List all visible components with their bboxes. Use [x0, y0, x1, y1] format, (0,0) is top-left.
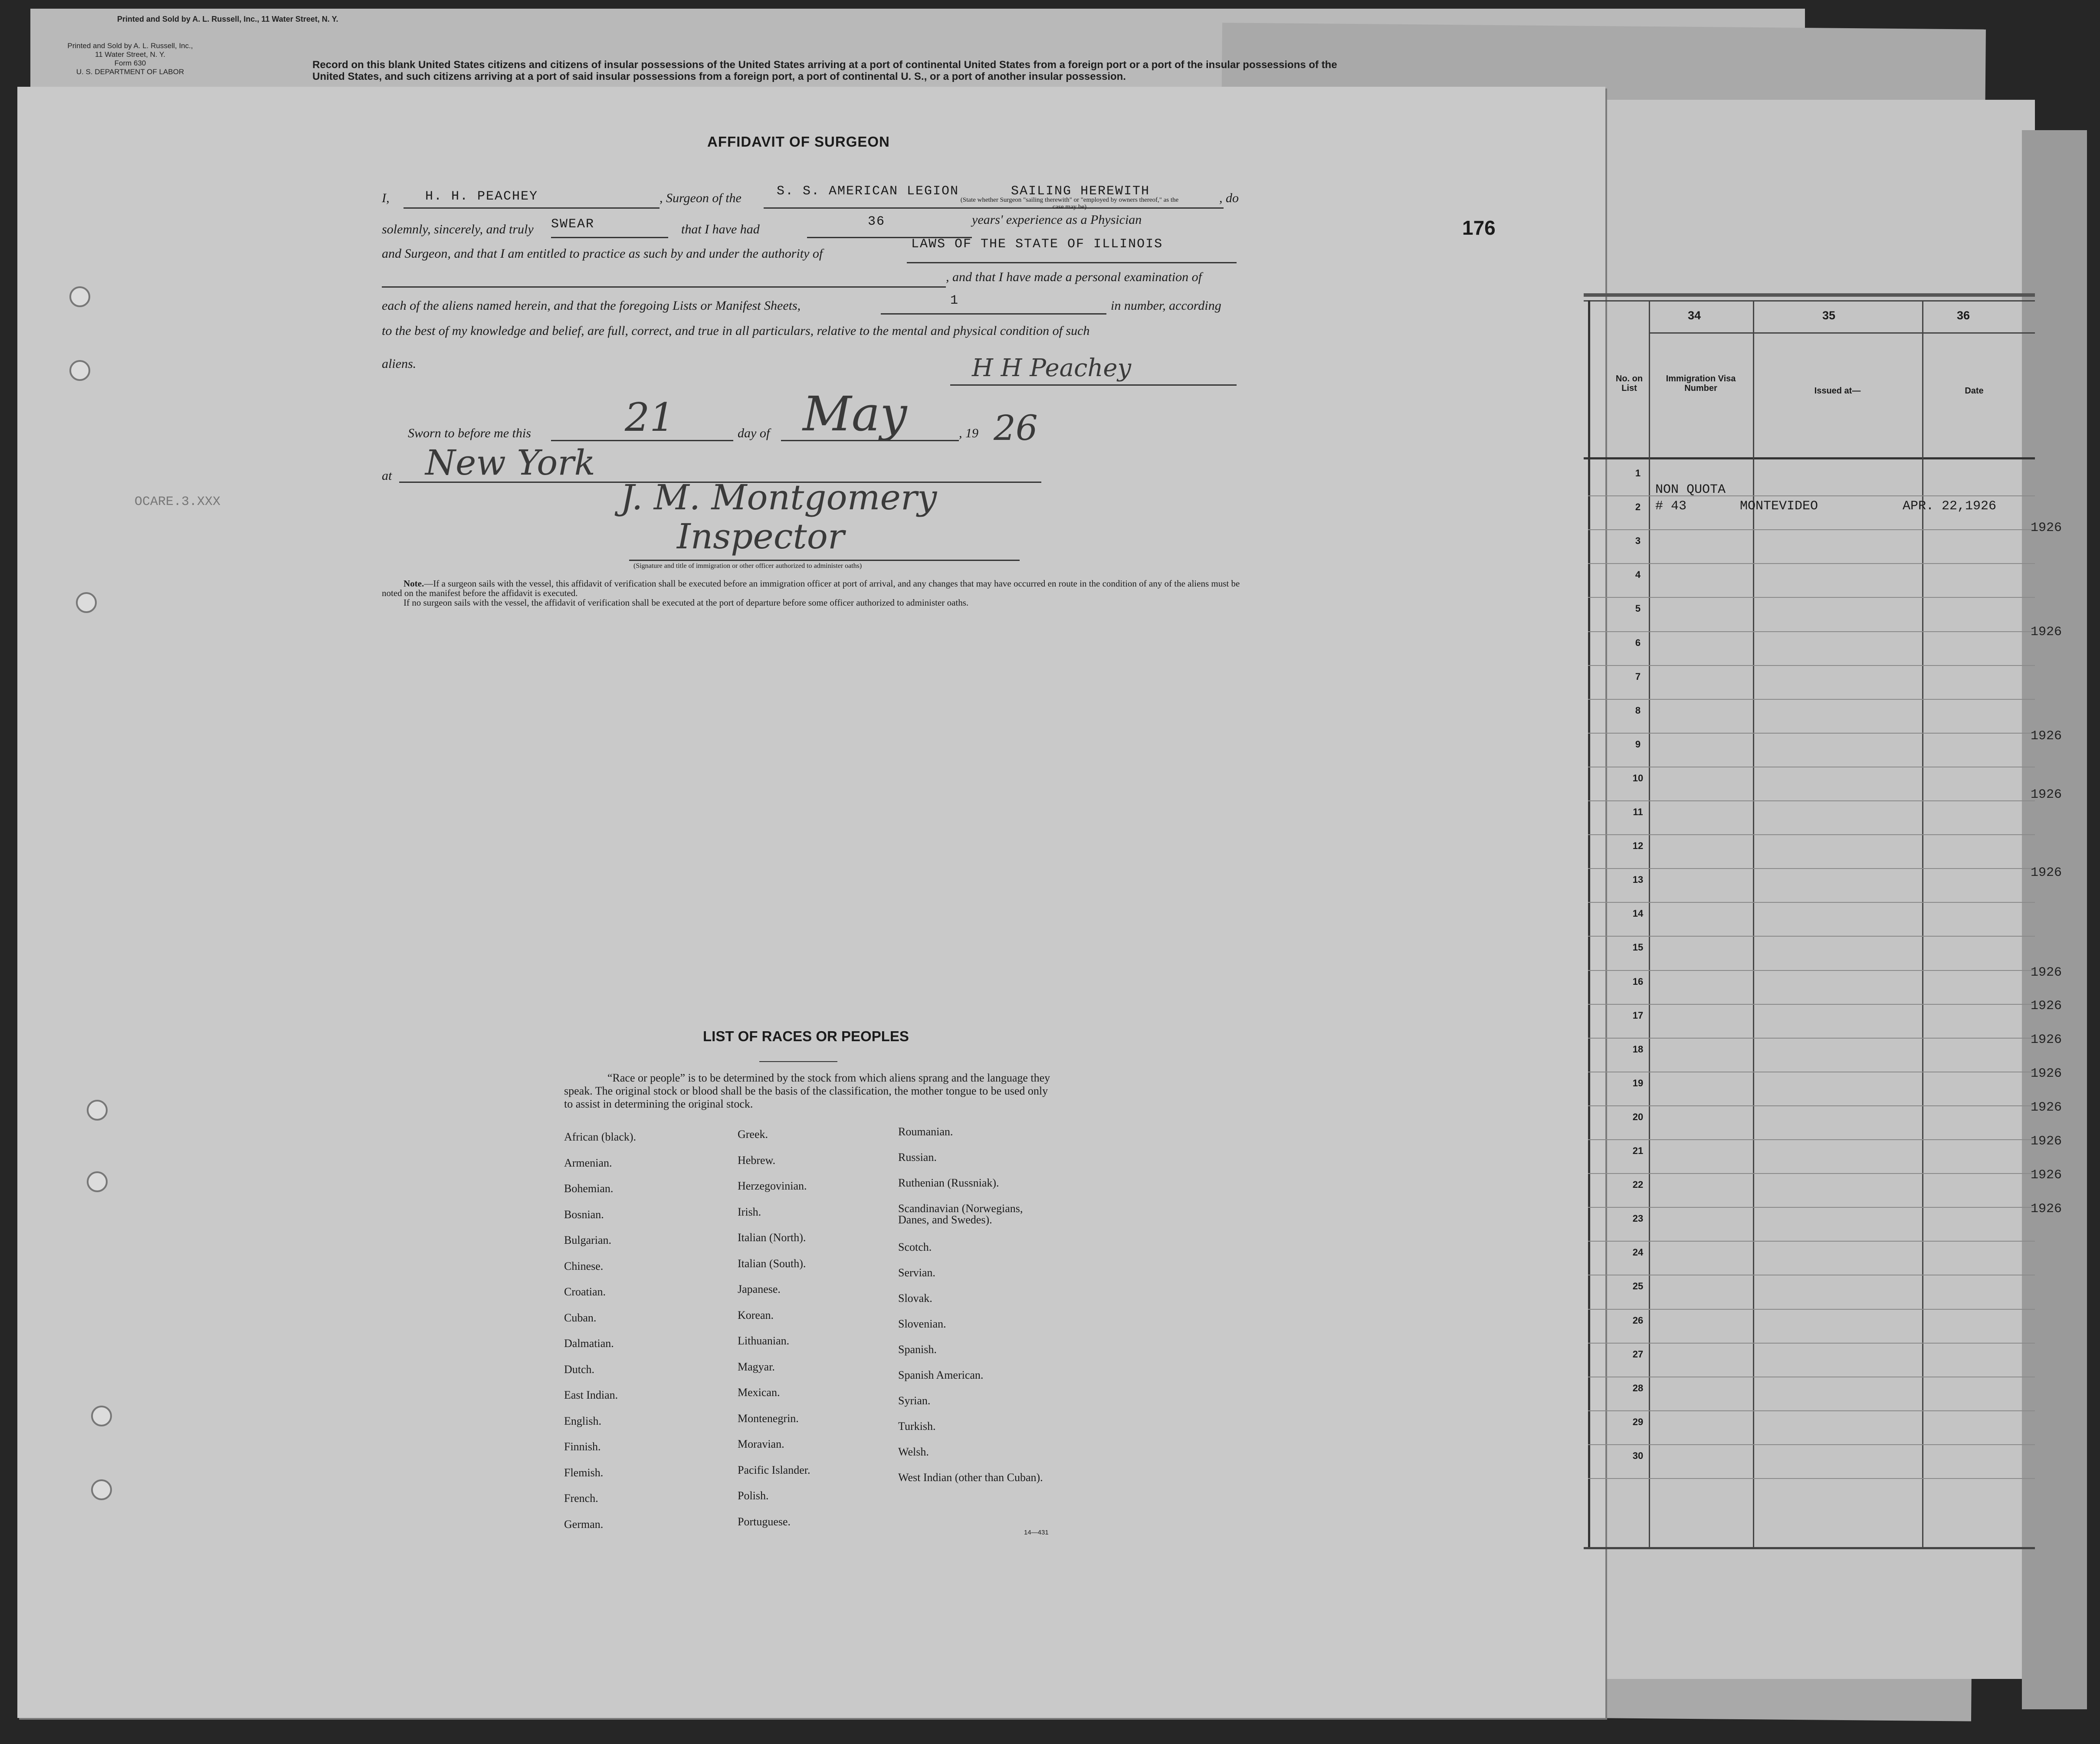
row-number: 12 [1632, 840, 1644, 852]
col-divider-issued [1922, 300, 1923, 1547]
officer-signature: J. M. Montgomery [620, 477, 937, 518]
row-number: 28 [1632, 1382, 1644, 1393]
affidavit-title: AFFIDAVIT OF SURGEON [707, 134, 890, 150]
top-form-instructions: Record on this blank United States citizens and citizens of insular possessions of the United States arriving at a port of continental United States from a foreign port or a port of the insular possessions of the United States, and such citizens arriving at a port of said insular possessions from a foreign port, a port of continental U. S., or a port of another insular possession. [312, 59, 1337, 82]
race-item: Welsh. [898, 1446, 929, 1458]
visa-number-line1: NON QUOTA [1655, 482, 1726, 497]
sailing-note: (State whether Surgeon "sailing therewith" or "employed by owners thereof," as the case may be) [960, 197, 1179, 210]
col-number-36: 36 [1957, 309, 1970, 322]
edge-date-fragment: 1926 [2031, 965, 2062, 980]
table-row-rule [1588, 665, 2035, 666]
sheets-field: 1 [950, 293, 959, 308]
edge-date-fragment: 1926 [2031, 1100, 2062, 1115]
punch-hole [69, 286, 90, 307]
edge-date-fragment: 1926 [2031, 1168, 2062, 1183]
race-item: French. [564, 1492, 598, 1505]
note-text: —If a surgeon sails with the vessel, this affidavit of verification shall be executed before an immigration officer at port of arrival, and any changes that may have occurred en route in the condition of any of the aliens must be noted on the manifest before the affidavit is executed. [382, 578, 1240, 598]
race-item: Scotch. [898, 1241, 932, 1253]
printer-line: Printed and Sold by A. L. Russell, Inc., 11 Water Street, N. Y. [117, 15, 338, 23]
race-item: Korean. [738, 1308, 774, 1321]
table-row-rule [1588, 1343, 2035, 1344]
header-top-rule [1584, 300, 2035, 302]
race-item: Hebrew. [738, 1154, 776, 1167]
row-number: 26 [1632, 1315, 1644, 1326]
race-item: Cuban. [564, 1311, 597, 1324]
race-item: Syrian. [898, 1394, 931, 1407]
punch-hole [76, 592, 97, 613]
sailing-field: SAILING HEREWITH [1011, 184, 1150, 199]
printer-block-line: U. S. DEPARTMENT OF LABOR [76, 68, 184, 76]
punch-hole [87, 1171, 108, 1192]
authority-field: LAWS OF THE STATE OF ILLINOIS [911, 237, 1163, 252]
text-i: I, [382, 191, 390, 205]
race-item: Lithuanian. [738, 1334, 790, 1347]
row-number: 19 [1632, 1077, 1644, 1088]
note-label: Note. [404, 578, 424, 589]
vessel-field: S. S. AMERICAN LEGION [777, 184, 959, 199]
table-row-rule [1588, 631, 2035, 632]
underline [881, 313, 1106, 315]
table-row-rule [1588, 1444, 2035, 1445]
edge-date-fragment: 1926 [2031, 625, 2062, 639]
table-row-rule [1588, 868, 2035, 869]
race-item: German. [564, 1518, 604, 1531]
table-row-rule [1588, 902, 2035, 903]
years-field: 36 [868, 214, 886, 229]
text-at: at [382, 469, 392, 483]
race-item: Croatian. [564, 1285, 606, 1298]
text-examination: , and that I have made a personal examination of [946, 270, 1202, 284]
race-item: Herzegovinian. [738, 1180, 807, 1192]
underline [950, 384, 1237, 386]
edge-date-fragment: 1926 [2031, 999, 2062, 1013]
races-intro: “Race or people” is to be determined by the stock from which aliens sprang and the language they speak. The original stock or blood shall be the basis of the classification, the mother tongue to be used only to assist in determining the original stock. [564, 1072, 1050, 1110]
race-item: Magyar. [738, 1360, 775, 1373]
table-row-rule [1588, 597, 2035, 598]
races-title: LIST OF RACES OR PEOPLES [703, 1028, 909, 1044]
underline [551, 237, 668, 238]
printer-block-line: Form 630 [114, 59, 146, 67]
text-19: , 19 [959, 426, 978, 440]
affidavit-note [382, 579, 1245, 607]
col-number-34: 34 [1688, 309, 1701, 322]
text-do: , do [1219, 191, 1239, 205]
oath-field: SWEAR [551, 217, 595, 232]
printer-block [65, 42, 195, 76]
text-aliens: aliens. [382, 357, 417, 371]
race-item: Italian (South). [738, 1257, 806, 1270]
date-value: APR. 22,1926 [1903, 499, 1997, 514]
race-item: Moravian. [738, 1438, 784, 1450]
punch-hole [69, 360, 90, 381]
row-number: 7 [1635, 671, 1641, 682]
race-item: Roumanian. [898, 1125, 953, 1138]
table-row-rule [1588, 1478, 2035, 1479]
page-number: 176 [1462, 216, 1496, 239]
row-number: 24 [1632, 1247, 1644, 1258]
race-item: Dutch. [564, 1363, 595, 1376]
row-number: 13 [1632, 874, 1644, 885]
punch-hole [87, 1100, 108, 1121]
underline [629, 560, 1020, 561]
officer-title: Inspector [677, 516, 845, 557]
edge-date-fragment: 1926 [2031, 865, 2062, 880]
race-item: Chinese. [564, 1259, 604, 1272]
text-best: to the best of my knowledge and belief, are full, correct, and true in all particulars, relative to the mental and physical condition of such [382, 324, 1090, 338]
table-row-rule [1588, 1241, 2035, 1242]
race-item: Irish. [738, 1205, 761, 1218]
row-number: 25 [1632, 1281, 1644, 1292]
text-that: that I have had [681, 222, 760, 236]
manifest-continuation-sheet [1562, 100, 2035, 1679]
row-number: 15 [1632, 942, 1644, 953]
race-item: Flemish. [564, 1466, 604, 1479]
race-item: Bosnian. [564, 1208, 604, 1221]
issued-at-value: MONTEVIDEO [1740, 499, 1818, 514]
race-item: Greek. [738, 1128, 768, 1141]
table-row-rule [1588, 529, 2035, 530]
row-number: 5 [1635, 603, 1641, 614]
text-surgeon-of: , Surgeon of the [660, 191, 742, 205]
table-row-rule [1588, 1173, 2035, 1174]
table-row-rule [1588, 699, 2035, 700]
header-issued-at: Issued at— [1814, 386, 1861, 396]
punch-hole [91, 1406, 112, 1426]
races-form-code: 14—431 [1024, 1529, 1049, 1536]
race-item: Italian (North). [738, 1231, 806, 1244]
edge-date-fragment: 1926 [2031, 1202, 2062, 1216]
race-item: Bohemian. [564, 1182, 614, 1195]
edge-sheet-strip [2022, 130, 2087, 1709]
race-item: Polish. [738, 1489, 769, 1502]
race-item: Bulgarian. [564, 1234, 612, 1246]
header-date: Date [1965, 386, 1984, 396]
faint-background-text: OCARE.3.XXX [135, 495, 221, 509]
edge-date-fragment: 1926 [2031, 1033, 2062, 1047]
underline [382, 286, 946, 288]
header-visa-number: Immigration Visa Number [1666, 374, 1736, 393]
row-number: 20 [1632, 1111, 1644, 1122]
row-number: 16 [1632, 976, 1644, 987]
row-number: 10 [1632, 772, 1644, 783]
row-number: 11 [1633, 806, 1643, 817]
row-number: 30 [1632, 1450, 1644, 1461]
race-item: Slovak. [898, 1292, 932, 1305]
race-item: Scandinavian (Norwegians, Danes, and Swedes). [898, 1202, 1023, 1226]
row-number: 21 [1632, 1145, 1644, 1156]
header-bottom-rule [1584, 457, 2035, 459]
race-item: Dalmatian. [564, 1337, 614, 1350]
race-item: Slovenian. [898, 1318, 946, 1330]
table-row-rule [1588, 936, 2035, 937]
row-number: 9 [1635, 738, 1641, 750]
table-row-rule [1588, 1309, 2035, 1310]
row-number: 23 [1632, 1213, 1644, 1224]
table-row-rule [1588, 563, 2035, 564]
underline [907, 262, 1237, 263]
text-years: years' experience as a Physician [972, 213, 1142, 227]
text-day-of: day of [738, 426, 770, 440]
race-item: Spanish American. [898, 1369, 984, 1381]
edge-date-fragment: 1926 [2031, 729, 2062, 744]
col-number-35: 35 [1822, 309, 1836, 322]
row-number: 14 [1632, 908, 1644, 919]
col-divider-visa [1753, 300, 1754, 1547]
table-row-rule [1588, 970, 2035, 971]
surgeon-name-field: H. H. PEACHEY [425, 189, 538, 204]
row-number: 6 [1635, 637, 1641, 648]
header-no-on-list: No. on List [1615, 374, 1643, 393]
printer-block-line: 11 Water Street, N. Y. [95, 50, 165, 59]
race-item: Finnish. [564, 1440, 601, 1453]
table-row-rule [1588, 1105, 2035, 1106]
text-sworn: Sworn to before me this [408, 426, 531, 440]
row-number: 29 [1632, 1416, 1644, 1427]
table-top-band [1584, 293, 2035, 297]
officer-caption: (Signature and title of immigration or other officer authorized to administer oaths) [633, 562, 862, 570]
row-number: 3 [1635, 535, 1641, 547]
visa-number-line2: # 43 [1655, 499, 1687, 514]
race-item: Montenegrin. [738, 1412, 799, 1425]
text-solemnly: solemnly, sincerely, and truly [382, 222, 534, 236]
table-row-rule [1588, 1410, 2035, 1411]
text-in-number: in number, according [1111, 298, 1221, 313]
edge-date-fragment: 1926 [2031, 1134, 2062, 1149]
race-item: Pacific Islander. [738, 1463, 810, 1476]
race-item: East Indian. [564, 1389, 618, 1401]
text-and-surgeon: and Surgeon, and that I am entitled to practice as such by and under the authority of [382, 246, 823, 261]
race-item: West Indian (other than Cuban). [898, 1471, 1043, 1484]
row-number: 17 [1632, 1010, 1644, 1021]
row-number: 2 [1635, 502, 1641, 513]
race-item: African (black). [564, 1131, 637, 1143]
row-number: 8 [1635, 705, 1641, 716]
race-item: Spanish. [898, 1343, 937, 1356]
race-item: Mexican. [738, 1386, 780, 1399]
printer-block-line: Printed and Sold by A. L. Russell, Inc., [67, 42, 193, 50]
table-row-rule [1588, 1207, 2035, 1208]
sworn-day: 21 [625, 395, 675, 440]
row-number: 22 [1632, 1179, 1644, 1190]
punch-hole [91, 1479, 112, 1500]
col-divider-list [1649, 300, 1650, 1547]
race-item: Ruthenian (Russniak). [898, 1177, 999, 1189]
table-row-rule [1588, 800, 2035, 801]
edge-date-fragment: 1926 [2031, 787, 2062, 802]
row-number: 1 [1635, 468, 1641, 479]
table-row-rule [1588, 733, 2035, 734]
row-number: 27 [1632, 1348, 1644, 1360]
sworn-month: May [803, 386, 907, 442]
edge-date-fragment: 1926 [2031, 1066, 2062, 1081]
table-row-rule [1588, 1139, 2035, 1140]
row-number: 4 [1635, 569, 1641, 580]
race-item: English. [564, 1414, 601, 1427]
table-row-rule [1588, 1038, 2035, 1039]
table-left-rule [1588, 300, 1590, 1547]
table-row-rule [1588, 834, 2035, 835]
note-text-2: If no surgeon sails with the vessel, the affidavit of verification shall be executed at the port of departure before some officer authorized to administer oaths. [404, 597, 969, 608]
underline [404, 207, 660, 209]
col-number-rule [1649, 332, 2035, 334]
table-row-rule [1588, 1004, 2035, 1005]
surgeon-signature: H H Peachey [972, 354, 1132, 382]
sworn-year: 26 [994, 408, 1038, 448]
row-number: 18 [1632, 1043, 1644, 1055]
races-title-rule [759, 1061, 837, 1062]
edge-date-fragment: 1926 [2031, 521, 2062, 535]
race-item: Servian. [898, 1266, 935, 1279]
race-item: Turkish. [898, 1420, 936, 1433]
sworn-place: New York [425, 443, 595, 483]
table-bottom-rule [1584, 1547, 2035, 1549]
race-item: Japanese. [738, 1283, 781, 1295]
race-item: Armenian. [564, 1156, 612, 1169]
text-each: each of the aliens named herein, and that the foregoing Lists or Manifest Sheets, [382, 298, 801, 313]
race-item: Russian. [898, 1151, 937, 1164]
race-item: Portuguese. [738, 1515, 791, 1528]
